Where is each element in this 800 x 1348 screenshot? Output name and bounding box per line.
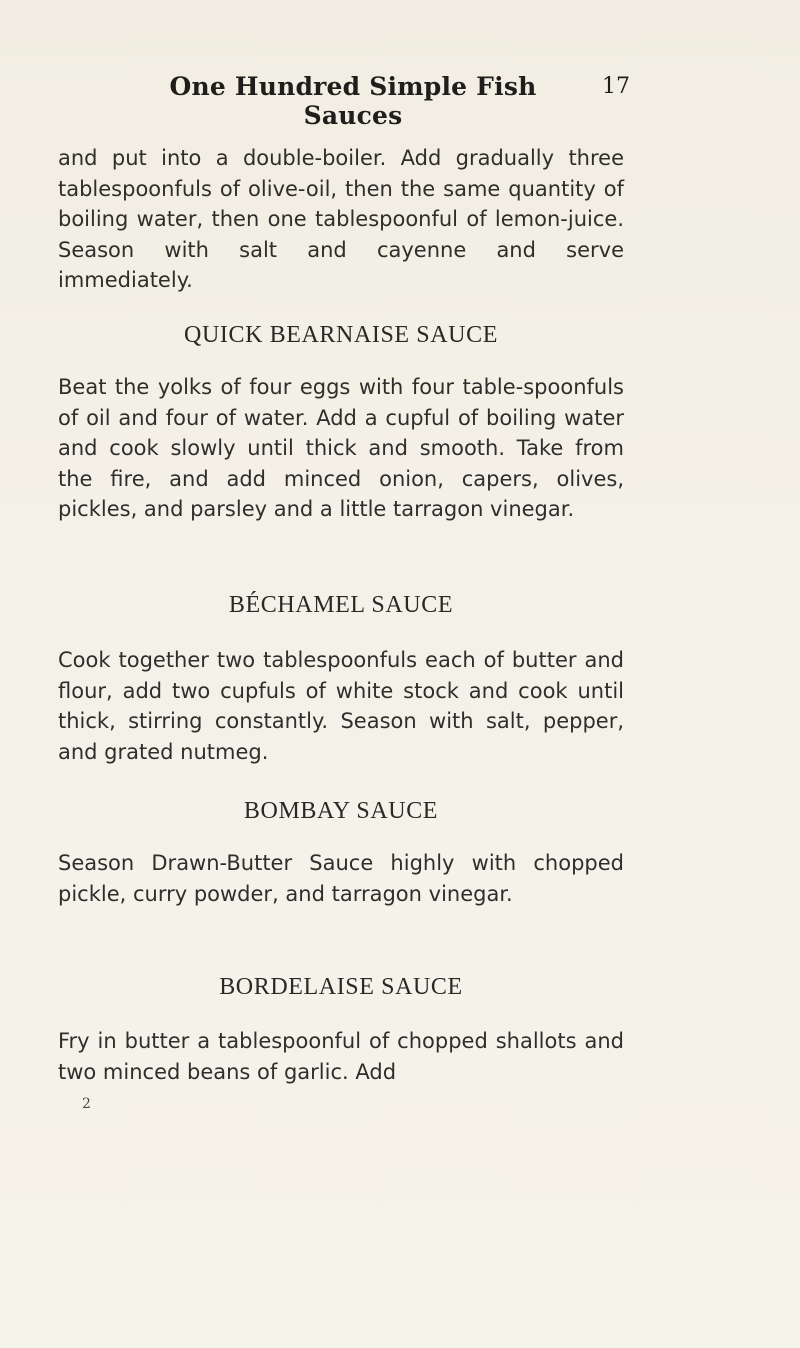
paragraph-bechamel-sauce: Cook together two tablespoonfuls each of butter and flour, add two cupfuls of white stock and cook until thick, stirring constantly. Season with salt, pepper, and grated nutmeg. (58, 648, 624, 764)
paragraph-quick-bearnaise-sauce: Beat the yolks of four eggs with four table-spoonfuls of oil and four of water. Add a cupful of boiling water and cook slowly until thick and smooth. Take from the fire, and add minced onion, capers, olives, pickles, and parsley and a little tarragon vinegar. (58, 375, 624, 521)
paragraph-continued: and put into a double-boiler. Add gradually three tablespoonfuls of olive-oil, then the same quantity of boiling water, then one tablespoonful of lemon-juice. Season with salt and cayenne and serve immediately. (58, 146, 624, 292)
paragraph-bordelaise-sauce: Fry in butter a tablespoonful of chopped shallots and two minced beans of garlic. Add (58, 1029, 624, 1084)
paragraph-bombay-sauce: Season Drawn-Butter Sauce highly with chopped pickle, curry powder, and tarragon vinegar. (58, 851, 624, 906)
running-head (118, 72, 630, 130)
heading-bombay-sauce: BOMBAY SAUCE (243, 798, 439, 824)
heading-quick-bearnaise-sauce: QUICK BEARNAISE SAUCE (184, 322, 498, 348)
heading-bordelaise-sauce: BORDELAISE SAUCE (219, 974, 463, 1000)
heading-bechamel-sauce: BÉCHAMEL SAUCE (228, 592, 454, 618)
page-number: 17 (602, 74, 630, 99)
running-title: One Hundred Simple Fish Sauces (169, 72, 537, 130)
signature-mark: 2 (82, 1096, 91, 1112)
